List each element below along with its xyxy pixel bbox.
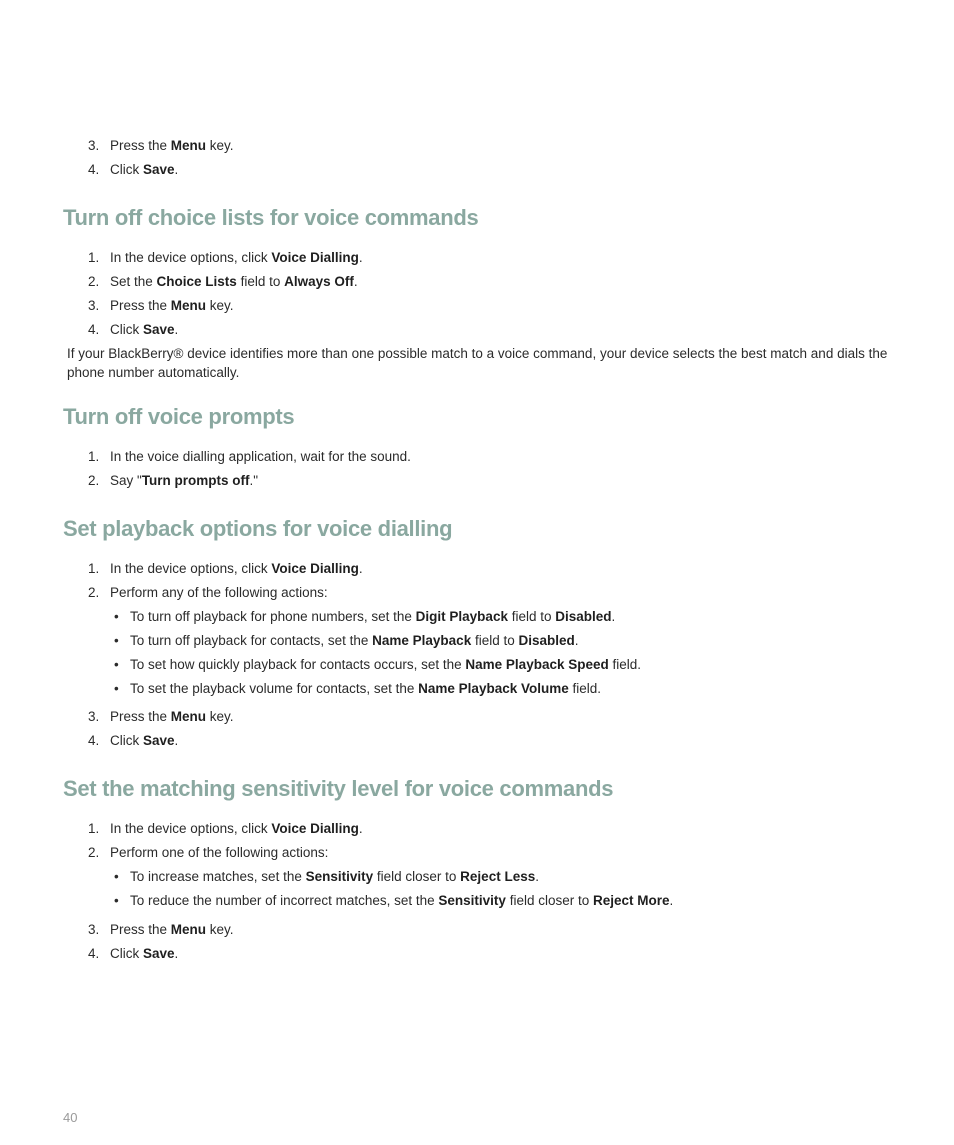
step-text: In the voice dialling application, wait for the sound. — [110, 449, 411, 464]
step-number: 4. — [88, 162, 100, 177]
step-number: 3. — [88, 922, 100, 937]
section-title-playback-options: Set playback options for voice dialling — [63, 516, 453, 541]
step-number: 1. — [88, 449, 100, 464]
step-text: In the device options, click Voice Dialling. — [110, 250, 363, 265]
step-number: 1. — [88, 561, 100, 576]
bullet-text: To set the playback volume for contacts, set the Name Playback Volume field. — [130, 681, 602, 696]
step-number: 2. — [88, 473, 100, 488]
step-number: 2. — [88, 274, 100, 289]
step-text: Perform one of the following actions: — [110, 845, 329, 860]
step-text: Set the Choice Lists field to Always Off. — [110, 274, 358, 289]
step-number: 2. — [88, 585, 100, 600]
step-number: 4. — [88, 322, 100, 337]
step-text: In the device options, click Voice Dialling. — [110, 821, 363, 836]
bullet-icon: • — [114, 869, 119, 884]
choice-lists-note: If your BlackBerry® device identifies more than one possible match to a voice command, your device selects the best match and dials the phone number automatically. — [67, 346, 888, 380]
step-text: In the device options, click Voice Dialling. — [110, 561, 363, 576]
bullet-text: To turn off playback for phone numbers, set the Digit Playback field to Disabled. — [130, 609, 616, 624]
step-number: 4. — [88, 733, 100, 748]
section-title-matching-sensitivity: Set the matching sensitivity level for voice commands — [63, 776, 614, 801]
bullet-icon: • — [114, 657, 119, 672]
section-title-voice-prompts: Turn off voice prompts — [63, 404, 295, 429]
bullet-icon: • — [114, 893, 119, 908]
step-number: 3. — [88, 298, 100, 313]
step-text: Press the Menu key. — [110, 709, 234, 724]
step-text: Click Save. — [110, 946, 179, 961]
step-number: 3. — [88, 709, 100, 724]
step-text: Say "Turn prompts off." — [110, 473, 259, 488]
bullet-icon: • — [114, 633, 119, 648]
step-number: 2. — [88, 845, 100, 860]
step-text: Press the Menu key. — [110, 922, 234, 937]
step-text: Click Save. — [110, 162, 179, 177]
step-number: 1. — [88, 250, 100, 265]
bullet-text: To turn off playback for contacts, set the Name Playback field to Disabled. — [130, 633, 579, 648]
step-number: 4. — [88, 946, 100, 961]
bullet-text: To set how quickly playback for contacts occurs, set the Name Playback Speed field. — [130, 657, 642, 672]
page-number: 40 — [63, 1110, 78, 1125]
bullet-text: To increase matches, set the Sensitivity field closer to Reject Less. — [130, 869, 539, 884]
step-text: Click Save. — [110, 322, 179, 337]
bullet-icon: • — [114, 681, 119, 696]
step-number: 1. — [88, 821, 100, 836]
section-title-choice-lists: Turn off choice lists for voice commands — [63, 205, 479, 230]
step-number: 3. — [88, 138, 100, 153]
step-text: Press the Menu key. — [110, 138, 234, 153]
step-text: Click Save. — [110, 733, 179, 748]
step-text: Press the Menu key. — [110, 298, 234, 313]
bullet-icon: • — [114, 609, 119, 624]
bullet-text: To reduce the number of incorrect matches, set the Sensitivity field closer to Reject More. — [130, 893, 674, 908]
step-text: Perform any of the following actions: — [110, 585, 328, 600]
